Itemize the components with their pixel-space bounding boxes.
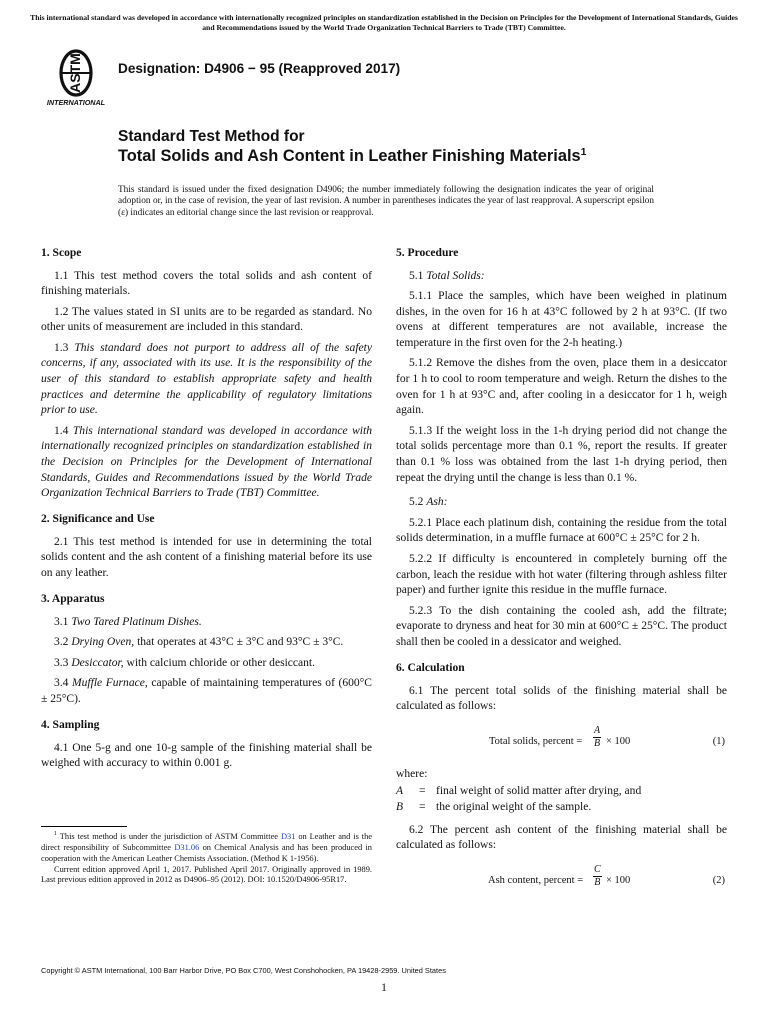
definition-row <box>396 784 727 800</box>
definition-symbol: A <box>396 785 404 798</box>
title-line-2 <box>118 146 586 166</box>
fraction-numerator: C <box>594 863 601 875</box>
paragraph-5-2-3: 5.2.3 To the dish containing the cooled ash, add the filtrate; evaporate to dryness and heat for 30 min at 600°C ± 25°C. The product shall then be cooled in a dessicator and weighed. <box>396 604 727 648</box>
paragraph-3-4 <box>41 676 372 707</box>
fraction-denominator: B <box>594 737 601 749</box>
apparatus-description: with calcium chloride or other desiccant. <box>123 656 316 669</box>
paragraph-2-1: 2.1 This test method is intended for use in determining the total solids content and the ash content of a finishing material before its use on any leather. <box>41 535 372 579</box>
paragraph-number: 1.3 <box>54 341 75 354</box>
section-heading-scope: 1. Scope <box>41 247 82 259</box>
section-heading-calculation: 6. Calculation <box>396 662 465 675</box>
section-heading-significance: 2. Significance and Use <box>41 513 155 526</box>
page-number: 1 <box>381 982 387 994</box>
paragraph-5-2-1: 5.2.1 Place each platinum dish, containing the residue from the total solids determination, in a muffle furnace at 600°C ± 25°C for 2 h. <box>396 516 727 545</box>
equation-number: (1) <box>712 735 725 747</box>
paragraph-3-3 <box>41 656 372 672</box>
paragraph-number: 3.2 <box>54 636 72 649</box>
international-standard-notice: This international standard was developed in accordance with internationally recognized principles on standardization established in the Decision on Principles for the Development of International Standards, Guides and Recommendations issued by the World Trade Organization Technical Barriers to Trade (TBT) Committee. <box>30 13 738 32</box>
left-column <box>41 246 372 777</box>
definition-text: final weight of solid matter after drying, and <box>436 785 642 798</box>
equation-rhs: × 100 <box>606 874 631 886</box>
apparatus-description: that operates at 43°C ± 3°C and 93°C ± 3°C. <box>134 636 344 649</box>
paragraph-1-2: 1.2 The values stated in SI units are to be regarded as standard. No other units of measurement are included in this standard. <box>41 305 372 334</box>
svg-text:ASTM: ASTM <box>67 53 83 93</box>
title-line-1: Standard Test Method for <box>118 128 305 145</box>
footnote-divider <box>41 826 127 827</box>
designation: Designation: D4906 − 95 (Reapproved 2017) <box>118 61 401 76</box>
procedure-term: Ash: <box>426 496 448 509</box>
apparatus-term: Desiccator, <box>71 656 124 669</box>
definition-equals: = <box>419 800 426 813</box>
paragraph-text: This standard does not purport to address all of the safety concerns, if any, associated with its use. It is the responsibility of the user of this standard to establish appropriate safety and health practices and determine the applicability of regulatory limitations prior to use. <box>41 341 372 417</box>
subcommittee-link[interactable]: D31.06 <box>174 842 200 852</box>
paragraph-1-1: 1.1 This test method covers the total solids and ash content of finishing materials. <box>41 269 372 298</box>
paragraph-number: 3.1 <box>54 615 72 628</box>
paragraph-5-1-3: 5.1.3 If the weight loss in the 1-h drying period did not change the total solids percentage more than 0.1 %, report the results. If greater than 0.1 % loss was obtained from the last 1-h drying period, then repeat the drying until the change is less than 0.1 %. <box>396 424 727 484</box>
preamble: This standard is issued under the fixed designation D4906; the number immediately following the designation indicates the year of original adoption or, in the case of revision, the year of last revision. A number in parentheses indicates the year of last reapproval. A superscript epsilon (ε) indicates an editorial change since the last revision or reapproval. <box>118 185 654 218</box>
paragraph-number: 3.4 <box>54 677 73 690</box>
paragraph-3-2 <box>41 635 372 651</box>
paragraph-4-1: 4.1 One 5-g and one 10-g sample of the finishing material shall be weighed with accuracy to within 0.001 g. <box>41 741 372 770</box>
footnotes <box>41 829 372 886</box>
footnote-edition: Current edition approved April 1, 2017. Published April 2017. Originally approved in 1989. Last previous edition approved in 2012 as D4906–95 (2012). DOI: 10.1520/D4906-95R17. <box>41 864 372 885</box>
footnote-text: on Leather and is the direct responsibility of Subcommittee <box>41 831 373 852</box>
copyright-notice: Copyright © ASTM International, 100 Barr Harbor Drive, PO Box C700, West Conshohocken, PA 19428-2959. United States <box>41 966 446 975</box>
equation-lhs: Ash content, percent = <box>488 874 584 886</box>
equation-fraction <box>593 725 601 750</box>
footnote-1 <box>41 829 372 865</box>
paragraph-number: 5.1 <box>409 269 427 282</box>
definition-equals: = <box>419 785 426 798</box>
title-footnote-mark: 1 <box>580 146 587 158</box>
section-heading-sampling: 4. Sampling <box>41 719 100 732</box>
paragraph-text: This international standard was developed in accordance with internationally recognized principles on standardization established in the Decision on Principles for the Development of International Standards, Guides and Recommendations issued by the World Trade Organization Technical Barriers to Trade (TBT) Committee. <box>41 424 372 500</box>
paragraph-5-2 <box>396 495 727 511</box>
paragraph-5-1-2: 5.1.2 Remove the dishes from the oven, place them in a desiccator for 1 h to cool to room temperature and weigh. Return the dishes to the oven for 1 h at 93°C and, after cooling in a desiccator for 1 h, weigh again. <box>396 357 727 417</box>
equation-number: (2) <box>712 874 725 886</box>
fraction-denominator: B <box>594 876 601 888</box>
footnote-mark: 1 <box>54 831 57 837</box>
paragraph-1-3 <box>41 341 372 419</box>
paragraph-5-1 <box>396 269 727 285</box>
right-column <box>396 246 727 906</box>
paragraph-number: 1.4 <box>54 424 73 437</box>
where-label: where: <box>396 767 428 780</box>
section-heading-apparatus: 3. Apparatus <box>41 593 105 606</box>
definition-symbol: B <box>396 800 404 813</box>
apparatus-term: Two Tared Platinum Dishes. <box>71 615 202 628</box>
definition-row <box>396 800 727 816</box>
apparatus-term: Drying Oven, <box>71 636 135 649</box>
paragraph-5-1-1: 5.1.1 Place the samples, which have been weighed in platinum dishes, in the oven for 16 h at 43°C followed by 2 h at 93°C. (If two ovens at different temperatures are not available, increase the temperature in the first oven for the 2-h heating.) <box>396 290 727 349</box>
title-text: Total Solids and Ash Content in Leather Finishing Materials <box>118 147 581 165</box>
svg-text:INTERNATIONAL: INTERNATIONAL <box>46 98 106 107</box>
procedure-term: Total Solids: <box>426 269 485 282</box>
apparatus-description: capable of maintaining temperatures of (600°C ± 25°C). <box>41 677 372 705</box>
footnote-text: on Chemical Analysis and has been produced in cooperation with the American Leather Chemists Association. (Method K 1-1956). <box>41 842 372 863</box>
equation-2 <box>396 864 727 894</box>
paragraph-number: 5.2 <box>409 496 427 509</box>
paragraph-1-4 <box>41 424 372 502</box>
paragraph-6-1: 6.1 The percent total solids of the finishing material shall be calculated as follows: <box>396 684 727 713</box>
equation-lhs: Total solids, percent = <box>489 735 583 747</box>
committee-link[interactable]: D31 <box>280 831 296 841</box>
equation-fraction <box>593 864 602 889</box>
footnote-text: This test method is under the jurisdiction of ASTM Committee <box>57 831 281 841</box>
paragraph-5-2-2: 5.2.2 If difficulty is encountered in completely burning off the carbon, leach the residue with hot water (filtering through ashless filter paper) and further ignite this residue in the muffle furnace. <box>396 553 727 597</box>
fraction-numerator: A <box>594 724 601 736</box>
apparatus-term: Muffle Furnace, <box>72 677 148 690</box>
definition-text: the original weight of the sample. <box>436 800 592 813</box>
paragraph-6-2: 6.2 The percent ash content of the finishing material shall be calculated as follows: <box>396 823 727 852</box>
astm-logo <box>40 47 112 107</box>
paragraph-number: 3.3 <box>54 656 72 669</box>
equation-rhs: × 100 <box>606 735 631 747</box>
section-heading-procedure: 5. Procedure <box>396 247 459 259</box>
equation-1 <box>396 725 727 755</box>
paragraph-3-1 <box>41 615 372 631</box>
